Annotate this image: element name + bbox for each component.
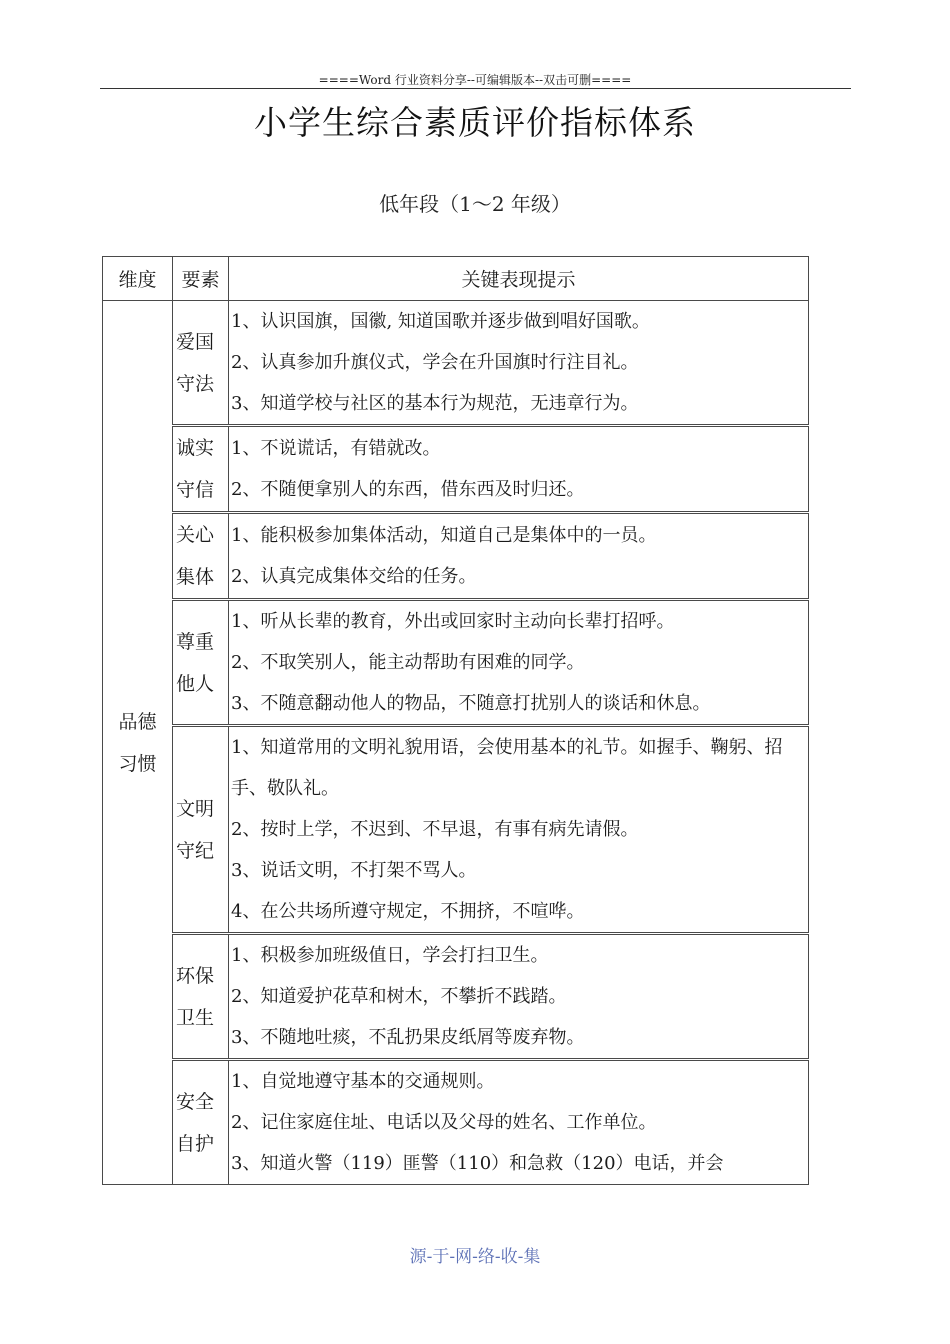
- element-label-line: 自护: [176, 1132, 215, 1155]
- table-body: [103, 301, 809, 1185]
- hint-item: 2、记住家庭住址、电话以及父母的姓名、工作单位。: [231, 1112, 657, 1133]
- hint-item: 2、按时上学，不迟到、不早退，有事有病先请假。: [231, 819, 639, 840]
- evaluation-table: [102, 256, 809, 1185]
- column-header-hints: 关键表现提示: [229, 257, 809, 301]
- hint-item: 1、不说谎话，有错就改。: [231, 438, 441, 459]
- table-row: [103, 934, 809, 1060]
- dimension-label-line: 品德: [118, 710, 157, 733]
- element-cell: [173, 934, 229, 1060]
- element-label-line: 爱国: [176, 330, 215, 353]
- hint-item: 3、说话文明，不打架不骂人。: [231, 860, 477, 881]
- hints-cell: [229, 726, 809, 934]
- element-label-line: 集体: [176, 566, 215, 588]
- hint-item: 4、在公共场所遵守规定，不拥挤，不喧哗。: [231, 901, 585, 922]
- hint-item: 3、知道学校与社区的基本行为规范，无违章行为。: [231, 393, 639, 414]
- table-row: [103, 600, 809, 726]
- hint-item: 2、不随便拿别人的东西，借东西及时归还。: [231, 479, 585, 500]
- hints-cell: [229, 600, 809, 726]
- hint-item: 2、不取笑别人，能主动帮助有困难的同学。: [231, 652, 585, 673]
- table-header-row: [103, 257, 809, 301]
- hint-item: 1、能积极参加集体活动，知道自己是集体中的一员。: [231, 525, 657, 546]
- element-cell: [173, 1060, 229, 1185]
- element-cell: [173, 426, 229, 513]
- element-label-line: 环保: [176, 964, 215, 987]
- element-label-line: 诚实: [176, 437, 215, 459]
- hint-item: 3、不随意翻动他人的物品，不随意打扰别人的谈话和休息。: [231, 693, 711, 714]
- element-label-line: 他人: [176, 672, 215, 695]
- element-label-line: 守纪: [176, 839, 215, 862]
- element-label-line: 守法: [176, 372, 215, 395]
- table-row: [103, 301, 809, 426]
- table-row: [103, 513, 809, 600]
- document-title: 小学生综合素质评价指标体系: [254, 103, 696, 142]
- hint-item: 1、认识国旗，国徽, 知道国歌并逐步做到唱好国歌。: [231, 311, 650, 332]
- hint-item: 3、不随地吐痰，不乱扔果皮纸屑等废弃物。: [231, 1027, 585, 1048]
- dimension-cell: [103, 301, 173, 1185]
- hints-cell: [229, 934, 809, 1060]
- table-row: [103, 426, 809, 513]
- element-cell: [173, 726, 229, 934]
- hints-cell: [229, 301, 809, 426]
- element-label-line: 卫生: [176, 1006, 215, 1029]
- element-cell: [173, 600, 229, 726]
- hints-cell: [229, 1060, 809, 1185]
- hint-item: 2、认真完成集体交给的任务。: [231, 566, 477, 587]
- header-note: ====Word 行业资料分享--可编辑版本--双击可删====: [318, 73, 632, 87]
- hints-cell: [229, 513, 809, 600]
- hint-item: 1、积极参加班级值日，学会打扫卫生。: [231, 945, 549, 966]
- dimension-label-line: 习惯: [118, 752, 157, 775]
- document-subtitle: 低年段（1～2 年级）: [379, 192, 571, 216]
- hint-item: 1、听从长辈的教育，外出或回家时主动向长辈打招呼。: [231, 611, 675, 632]
- hint-item: 1、知道常用的文明礼貌用语，会使用基本的礼节。如握手、鞠躬、招手、敬队礼。: [231, 737, 783, 799]
- table-row: [103, 1060, 809, 1185]
- element-label-line: 尊重: [176, 630, 215, 653]
- hint-item: 3、知道火警（119）匪警（110）和急救（120）电话，并会: [231, 1153, 724, 1174]
- hints-cell: [229, 426, 809, 513]
- hint-item: 1、自觉地遵守基本的交通规则。: [231, 1071, 495, 1092]
- element-label-line: 安全: [176, 1090, 215, 1113]
- hint-item: 2、知道爱护花草和树木，不攀折不践踏。: [231, 986, 567, 1007]
- table-row: [103, 726, 809, 934]
- column-header-dimension: 维度: [103, 257, 173, 301]
- hint-item: 2、认真参加升旗仪式，学会在升国旗时行注目礼。: [231, 352, 639, 373]
- footer-note: 源-于-网-络-收-集: [409, 1247, 541, 1267]
- header-rule: [100, 88, 851, 89]
- element-cell: [173, 513, 229, 600]
- element-label-line: 守信: [176, 479, 215, 501]
- element-label-line: 关心: [176, 524, 215, 546]
- element-cell: [173, 301, 229, 426]
- column-header-element: 要素: [173, 257, 229, 301]
- element-label-line: 文明: [176, 797, 215, 820]
